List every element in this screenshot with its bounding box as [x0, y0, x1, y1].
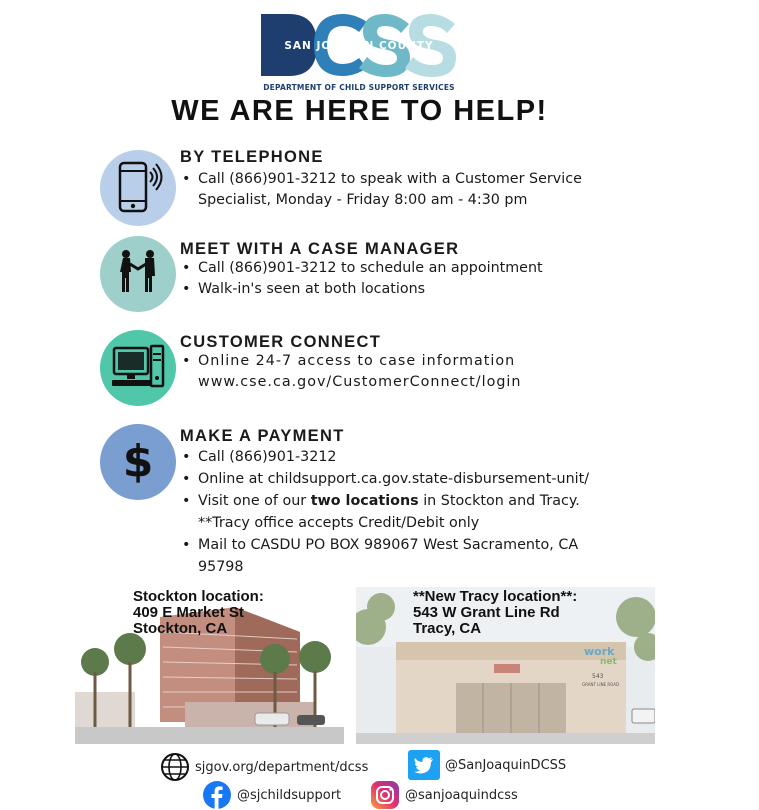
svg-text:work: work — [584, 645, 615, 658]
tracy-caption-address: 543 W Grant Line Rd — [413, 604, 560, 621]
stockton-caption-city: Stockton, CA — [133, 620, 228, 637]
case-manager-bullets — [180, 258, 543, 300]
social-facebook[interactable] — [202, 780, 341, 810]
stockton-photo — [75, 587, 344, 744]
case-manager-title: MEET WITH A CASE MANAGER — [180, 240, 460, 258]
social-instagram[interactable] — [370, 780, 518, 810]
instagram-icon — [370, 780, 400, 810]
telephone-title: BY TELEPHONE — [180, 148, 324, 166]
social-web-label[interactable]: sjgov.org/department/dcss — [195, 759, 369, 775]
dollar-icon — [100, 424, 176, 500]
twitter-icon — [408, 750, 440, 780]
customer-connect-url[interactable]: www.cse.ca.gov/CustomerConnect/login — [198, 374, 522, 390]
stockton-caption-address: 409 E Market St — [133, 604, 244, 621]
social-twitter[interactable] — [408, 750, 566, 780]
payment-bullet-mail: • Mail to CASDU PO BOX 989067 West Sacramento, CA — [180, 534, 589, 556]
tracy-caption-city: Tracy, CA — [413, 620, 482, 637]
stockton-caption-line1: Stockton location: — [133, 588, 264, 605]
tracy-photo — [356, 587, 655, 744]
case-manager-bullet: • Walk-in's seen at both locations — [180, 279, 543, 300]
svg-text:$: $ — [122, 436, 154, 487]
social-facebook-label[interactable]: @sjchildsupport — [237, 787, 342, 803]
customer-connect-bullet: • Online 24-7 access to case information — [180, 351, 521, 372]
tracy-caption-line1: **New Tracy location**: — [413, 588, 578, 605]
svg-text:net: net — [600, 657, 617, 667]
phone-icon — [100, 150, 176, 226]
tracy-sign-number: 543 — [592, 673, 604, 680]
facebook-icon — [202, 780, 232, 810]
telephone-bullets — [180, 169, 582, 211]
section-case-manager — [100, 240, 660, 320]
payment-bullet-visit: • Visit one of our two locations in Stockton and Tracy. — [180, 490, 589, 512]
two-locations: two locations — [310, 493, 419, 509]
case-manager-bullet: • Call (866)901-3212 to schedule an appointment — [180, 258, 543, 279]
computer-icon — [100, 330, 176, 406]
tracy-caption — [413, 589, 577, 637]
payment-bullet-online: • Online at childsupport.ca.gov.state-disbursement-unit/ — [180, 468, 589, 490]
page-headline: WE ARE HERE TO HELP! — [171, 95, 548, 127]
section-customer-connect — [100, 333, 660, 413]
payment-title: MAKE A PAYMENT — [180, 427, 345, 445]
customer-connect-bullets — [180, 351, 521, 393]
telephone-bullet-cont: Specialist, Monday - Friday 8:00 am - 4:30 pm — [198, 192, 528, 208]
customer-connect-title: CUSTOMER CONNECT — [180, 333, 382, 351]
social-twitter-label[interactable]: @SanJoaquinDCSS — [445, 757, 567, 773]
logo-department: DEPARTMENT OF CHILD SUPPORT SERVICES — [263, 83, 455, 92]
social-instagram-label[interactable]: @sanjoaquindcss — [405, 787, 518, 803]
section-telephone — [100, 148, 660, 228]
payment-mail-zip: 95798 — [198, 559, 244, 575]
logo-county: SAN JOAQUIN COUNTY — [284, 40, 434, 52]
section-payment — [100, 427, 660, 577]
stockton-caption — [133, 589, 264, 637]
payment-bullet-call: • Call (866)901-3212 — [180, 446, 589, 468]
dcss-logo — [259, 10, 459, 94]
social-web[interactable] — [160, 752, 368, 782]
globe-icon — [160, 752, 190, 782]
handshake-icon — [100, 236, 176, 312]
payment-bullets — [180, 446, 589, 578]
telephone-bullet: • Call (866)901-3212 to speak with a Customer Service — [180, 169, 582, 190]
tracy-sign-road: GRANT LINE ROAD — [582, 682, 620, 687]
payment-tracy-note: **Tracy office accepts Credit/Debit only — [198, 515, 480, 531]
